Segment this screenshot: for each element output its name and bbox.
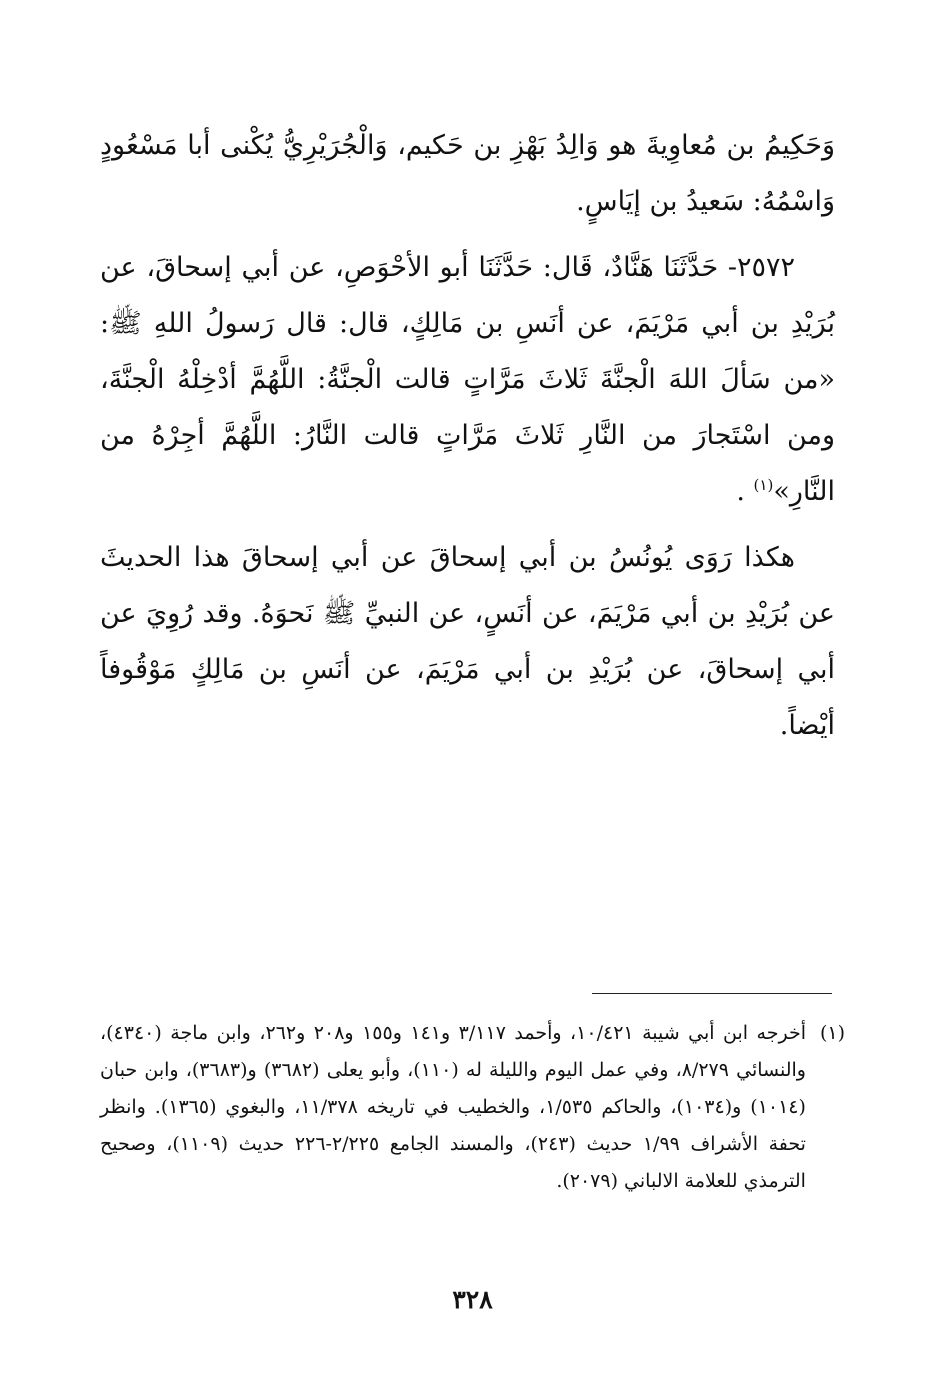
paragraph-2-hadith — [100, 240, 835, 520]
footnote — [100, 1015, 845, 1200]
page-number: ٣٢٨ — [452, 1285, 493, 1314]
paragraph-1 — [100, 118, 835, 230]
footnote-number: (١) — [819, 1022, 845, 1044]
paragraph-3 — [100, 530, 835, 754]
footnote-text: أخرجه ابن أبي شيبة ١٠/٤٢١، وأحمد ٣/١١٧ و١٤١ و١٥٥ و٢٠٨ و٢٦٢، وابن ماجة (٤٣٤٠)، والنسائي ٨/٢٧٩، وفي عمل اليوم والليلة له (١١٠)، وأبو يعلى (٣٦٨٢) و(٣٦٨٣)، وابن حبان (١٠١٤) و(١٠٣٤)، والحاكم ١/٥٣٥، والخطيب في تاريخه ١١/٣٧٨، والبغوي (١٣٦٥). وانظر تحفة الأشراف ١/٩٩ حديث (٢٤٣)، والمسند الجامع ٢/٢٢٥-٢٢٦ حديث (١١٠٩)، وصحيح الترمذي للعلامة الالباني (٢٠٧٩). — [100, 1022, 806, 1192]
paragraph-2-text: ٢٥٧٢- حَدَّثَنَا هَنَّادٌ، قَال: حَدَّثَنَا أبو الأحْوَصِ، عن أبي إسحاقَ، عن بُرَيْدِ بن أبي مَرْيَمَ، عن أنَسِ بن مَالِكٍ، قال: قال رَسولُ اللهِ ﷺ: «من سَألَ اللهَ الْجنَّةَ ثَلاثَ مَرَّاتٍ قالت الْجنَّةُ: اللَّهُمَّ أدْخِلْهُ الْجنَّةَ، ومن اسْتَجارَ من النَّارِ ثَلاثَ مَرَّاتٍ قالت النَّارُ: اللَّهُمَّ أجِرْهُ من النَّارِ» — [100, 252, 835, 507]
paragraph-3-text: هكذا رَوَى يُونُسُ بن أبي إسحاقَ عن أبي إسحاقَ هذا الحديثَ عن بُرَيْدِ بن أبي مَرْيَمَ، عن أنَسٍ، عن النبيِّ ﷺ نَحوَهُ. وقد رُوِيَ عن أبي إسحاقَ، عن بُرَيْدِ بن أبي مَرْيَمَ، عن أنَسِ بن مَالِكٍ مَوْقُوفاً أيْضاً. — [100, 542, 835, 741]
main-text — [100, 118, 835, 764]
paragraph-2-end: . — [736, 476, 754, 507]
paragraph-1-text: وَحَكِيمُ بن مُعاوِيةَ هو وَالِدُ بَهْزِ بن حَكيم، وَالْجُرَيْرِيُّ يُكْنى أبا مَسْعُودٍ وَاسْمُهُ: سَعيدُ بن إيَاسٍ. — [100, 130, 835, 217]
footnote-divider — [592, 993, 832, 994]
footnote-reference[interactable]: (١) — [753, 476, 774, 494]
